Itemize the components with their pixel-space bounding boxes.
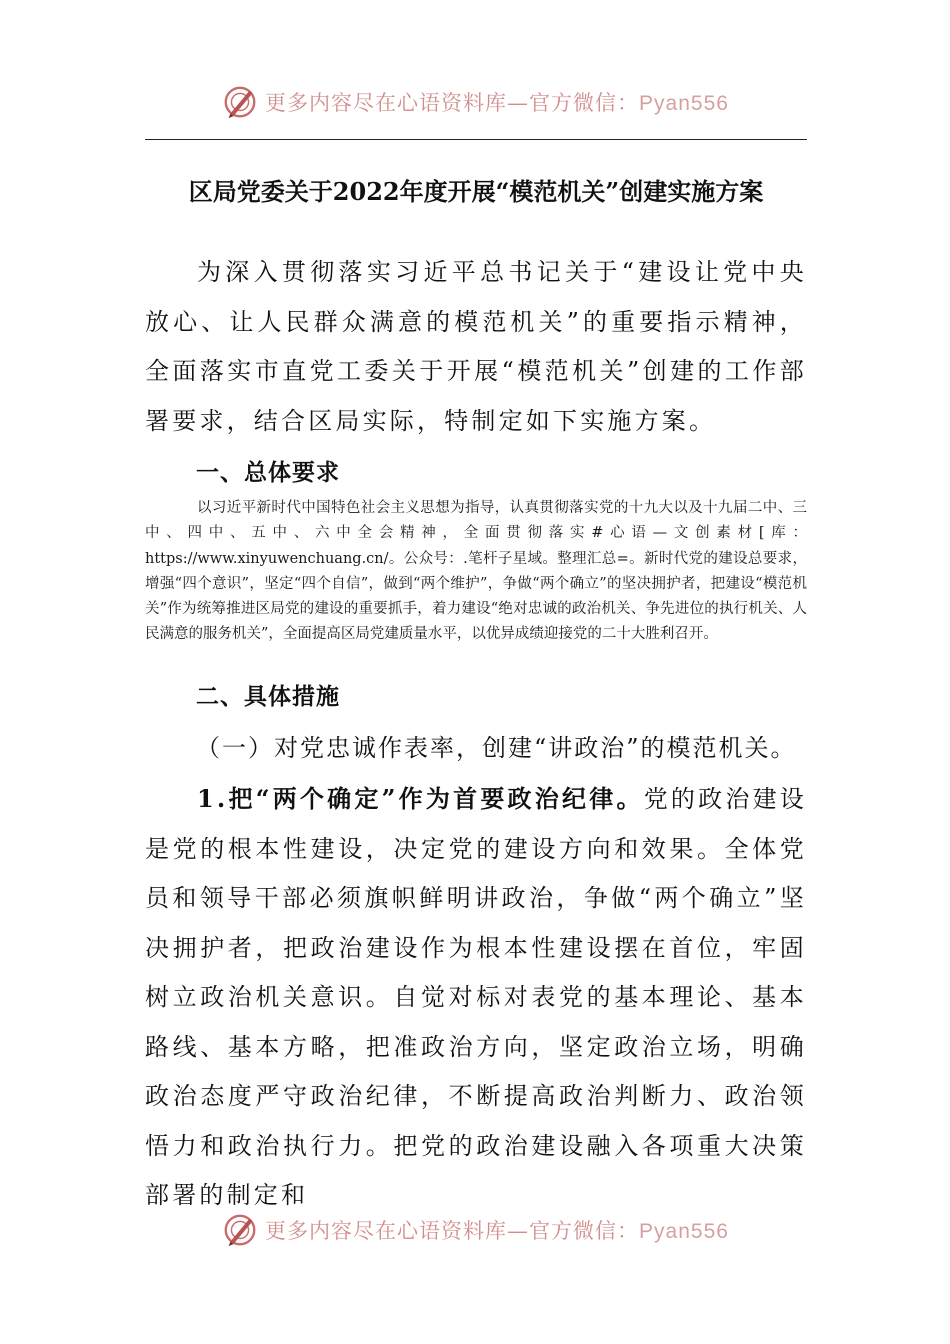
item-paragraph xyxy=(145,774,807,1221)
banner-text xyxy=(265,1215,729,1245)
item-lead: 1.把“两个确定”作为首要政治纪律。 xyxy=(197,784,644,813)
subsection-heading: （一）对党忠诚作表率，创建“讲政治”的模范机关。 xyxy=(196,734,797,762)
banner-text xyxy=(265,87,729,117)
section-heading-specific-measures: 二、具体措施 xyxy=(196,683,340,710)
footer-banner xyxy=(0,1208,950,1252)
header-divider xyxy=(145,139,807,140)
document-title: 区局党委关于2022年度开展“模范机关”创建实施方案 xyxy=(188,177,764,206)
header-banner xyxy=(0,80,950,124)
wechat-handle: Pyan556 xyxy=(639,1220,729,1243)
wechat-handle: Pyan556 xyxy=(639,92,729,115)
item-body: 党的政治建设是党的根本性建设，决定党的建设方向和效果。全体党员和领导干部必须旗帜鲜明讲政治，争做“两个确立”坚决拥护者，把政治建设作为根本性建设摆在首位，牢固树立政治机关意识。自觉对标对表党的基本理论、基本路线、基本方略，把准政治方向，坚定政治立场，明确政治态度严守政治纪律，不断提高政治判断力、政治领悟力和政治执行力。把党的政治建设融入各项重大决策部署的制定和 xyxy=(145,785,808,1209)
section-body-general-requirements: 以习近平新时代中国特色社会主义思想为指导，认真贯彻落实党的十九大以及十九届二中、三中、四中、五中、六中全会精神，全面贯彻落实#心语—文创素材[库：https://www.xinyuwenchuang.cn/。公众号：.笔杆子星域。整理汇总=。新时代党的建设总要求，增强“四个意识”，坚定“四个自信”，做到“两个维护”，争做“两个确立”的坚决拥护者，把建设“模范机关”作为统筹推进区局党的建设的重要抓手，着力建设“绝对忠诚的政治机关、争先进位的执行机关、人民满意的服务机关”，全面提高区局党建质量水平，以优异成绩迎接党的二十大胜利召开。 xyxy=(145,500,807,643)
banner-slogan: 更多内容尽在心语资料库—官方微信： xyxy=(265,1219,640,1243)
banner-slogan: 更多内容尽在心语资料库—官方微信： xyxy=(265,91,640,115)
section-heading-general-requirements: 一、总体要求 xyxy=(196,459,340,486)
intro-paragraph: 为深入贯彻落实习近平总书记关于“建设让党中央放心、让人民群众满意的模范机关”的重要指示精神，全面落实市直党工委关于开展“模范机关”创建的工作部署要求，结合区局实际，特制定如下实施方案。 xyxy=(145,258,807,435)
pen-logo-icon xyxy=(221,83,259,121)
pen-logo-icon xyxy=(221,1211,259,1249)
